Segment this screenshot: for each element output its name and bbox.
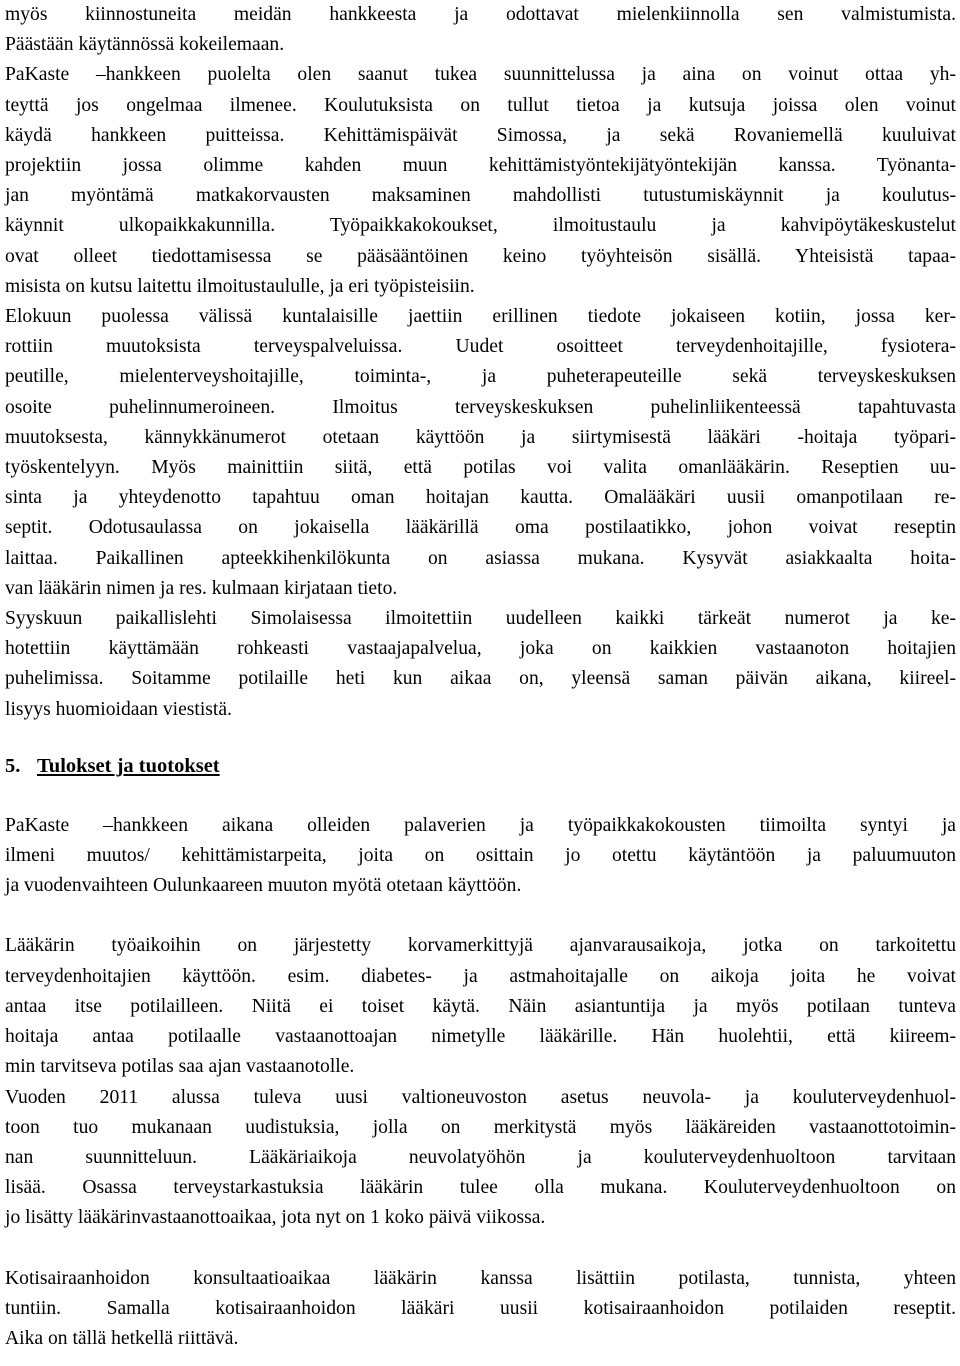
paragraph-september-notice <box>5 604 956 725</box>
text-line: terveydenhoitajien käyttöön. esim. diabetes- ja astmahoitajalle on aikoja joita he voivat <box>5 965 956 987</box>
spacer <box>5 901 956 931</box>
spacer <box>5 1234 956 1264</box>
text-line: jan myöntämä matkakorvausten maksaminen mahdollisti tutustumiskäynnit ja koulutus- <box>5 185 956 207</box>
text-line: rottiin muutoksista terveyspalveluissa. Uudet osoitteet terveydenhoitajille, fysiotera- <box>5 336 956 358</box>
text-line: tuntiin. Samalla kotisairaanhoidon lääkäri uusii kotisairaanhoidon potilaiden reseptit. <box>5 1297 956 1319</box>
text-line: Aika on tällä hetkellä riittävä. <box>5 1327 239 1349</box>
text-line: Elokuun puolessa välissä kuntalaisille jaettiin erillinen tiedote jokaiseen kotiin, jossa ker- <box>5 306 956 328</box>
paragraph-doctor-schedules <box>5 931 956 1082</box>
text-line: ovat olleet tiedottamisessa se pääsääntöinen keino työyhteisön sisällä. Yhteisistä tapaa- <box>5 245 956 267</box>
text-line: jo lisätty lääkärinvastaanottoaikaa, jota nyt on 1 koko päivä viikossa. <box>5 1207 546 1229</box>
text-line: laittaa. Paikallinen apteekkihenkilökunta on asiassa mukana. Kysyvät asiakkaalta hoita- <box>5 547 956 569</box>
text-line: van lääkärin nimen ja res. kulmaan kirjataan tieto. <box>5 577 398 599</box>
text-line: nan suunnitteluun. Lääkäriaikoja neuvolatyöhön ja kouluterveydenhuoltoon tarvitaan <box>5 1146 956 1168</box>
text-line: septit. Odotusaulassa on jokaisella lääkärillä oma postilaatikko, johon voivat reseptin <box>5 517 956 539</box>
section-heading <box>5 751 956 781</box>
text-line: muutoksesta, kännykkänumerot otetaan käyttöön ja siirtymisestä lääkäri -hoitaja työpari- <box>5 426 956 448</box>
text-line: toon tuo mukanaan uudistuksia, jolla on merkitystä myös lääkäreiden vastaanottotoimin- <box>5 1116 956 1138</box>
paragraph-2011-regulation <box>5 1083 956 1234</box>
text-line: antaa itse potilailleen. Niitä ei toiset käytä. Näin asiantuntija ja myös potilaan tunteva <box>5 995 956 1017</box>
text-line: osoite puhelinnumeroineen. Ilmoitus terveyskeskuksen puhelinliikenteessä tapahtuvasta <box>5 396 956 418</box>
text-line: ilmeni muutos/ kehittämistarpeita, joita on osittain jo otettu käytäntöön ja paluumuuton <box>5 845 956 867</box>
text-line: projektiin jossa olimme kahden muun kehittämistyöntekijätyöntekijän kanssa. Työnanta- <box>5 155 956 177</box>
section-number: 5. <box>5 754 21 777</box>
text-line: hoitaja antaa potilaalle vastaanottoajan nimetylle lääkärille. Hän huolehtii, että kiireem- <box>5 1026 956 1048</box>
text-line: Lääkärin työaikoihin on järjestetty korvamerkittyjä ajanvarausaikoja, jotka on tarkoitettu <box>5 935 956 957</box>
spacer <box>5 725 956 751</box>
text-line: hotettiin käyttämään rohkeasti vastaajapalvelua, joka on kaikkien vastaanoton hoitajien <box>5 638 956 660</box>
text-line: Vuoden 2011 alussa tuleva uusi valtioneuvoston asetus neuvola- ja kouluterveydenhuol- <box>5 1086 956 1108</box>
text-line: käynnit ulkopaikkakunnilla. Työpaikkakokoukset, ilmoitustaulu ja kahvipöytäkeskustelut <box>5 215 956 237</box>
paragraph-pakaste-support <box>5 60 956 302</box>
text-line: misista on kutsu laitettu ilmoitustaululle, ja eri työpisteisiin. <box>5 275 475 297</box>
section-title: Tulokset ja tuotokset <box>37 754 220 777</box>
text-line: Kotisairaanhoidon konsultaatioaikaa lääkärin kanssa lisättiin potilasta, tunnista, yhteen <box>5 1267 956 1289</box>
text-line: sinta ja yhteydenotto tapahtuu oman hoitajan kautta. Omalääkäri uusii omanpotilaan re- <box>5 487 956 509</box>
text-line: min tarvitseva potilas saa ajan vastaanotolle. <box>5 1056 355 1078</box>
document-page <box>5 0 956 1354</box>
text-line: PaKaste –hankkeen puolelta olen saanut tukea suunnittelussa ja aina on voinut ottaa yh- <box>5 64 956 86</box>
text-line: peutille, mielenterveyshoitajille, toiminta-, ja puheterapeuteille sekä terveyskeskuksen <box>5 366 956 388</box>
text-line: käydä hankkeen puitteissa. Kehittämispäivät Simossa, ja sekä Rovaniemellä kuuluivat <box>5 124 956 146</box>
paragraph-august-notice <box>5 302 956 604</box>
text-line: lisää. Osassa terveystarkastuksia lääkärin tulee olla mukana. Kouluterveydenhuoltoon on <box>5 1177 956 1199</box>
spacer <box>5 781 956 811</box>
paragraph-home-care <box>5 1264 956 1355</box>
text-line: Syyskuun paikallislehti Simolaisessa ilmoitettiin uudelleen kaikki tärkeät numerot ja ke- <box>5 608 956 630</box>
paragraph-intro-end <box>5 0 956 60</box>
text-line: teyttä jos ongelmaa ilmenee. Koulutuksista on tullut tietoa ja kutsuja joissa olen voinut <box>5 94 956 116</box>
text-line: myös kiinnostuneita meidän hankkeesta ja odottavat mielenkiinnolla sen valmistumista. <box>5 4 956 25</box>
text-line: työskentelyyn. Myös mainittiin siitä, että potilas voi valita omanlääkärin. Reseptien uu- <box>5 457 956 479</box>
text-line: puhelimissa. Soitamme potilaille heti kun aikaa on, yleensä saman päivän aikana, kiireel- <box>5 668 956 690</box>
text-line: PaKaste –hankkeen aikana olleiden palaverien ja työpaikkakokousten tiimoilta syntyi ja <box>5 814 956 836</box>
text-line: Päästään käytännössä kokeilemaan. <box>5 34 285 56</box>
text-line: lisyys huomioidaan viestistä. <box>5 698 232 720</box>
paragraph-results-intro <box>5 811 956 902</box>
text-line: ja vuodenvaihteen Oulunkaareen muuton myötä otetaan käyttöön. <box>5 875 522 897</box>
